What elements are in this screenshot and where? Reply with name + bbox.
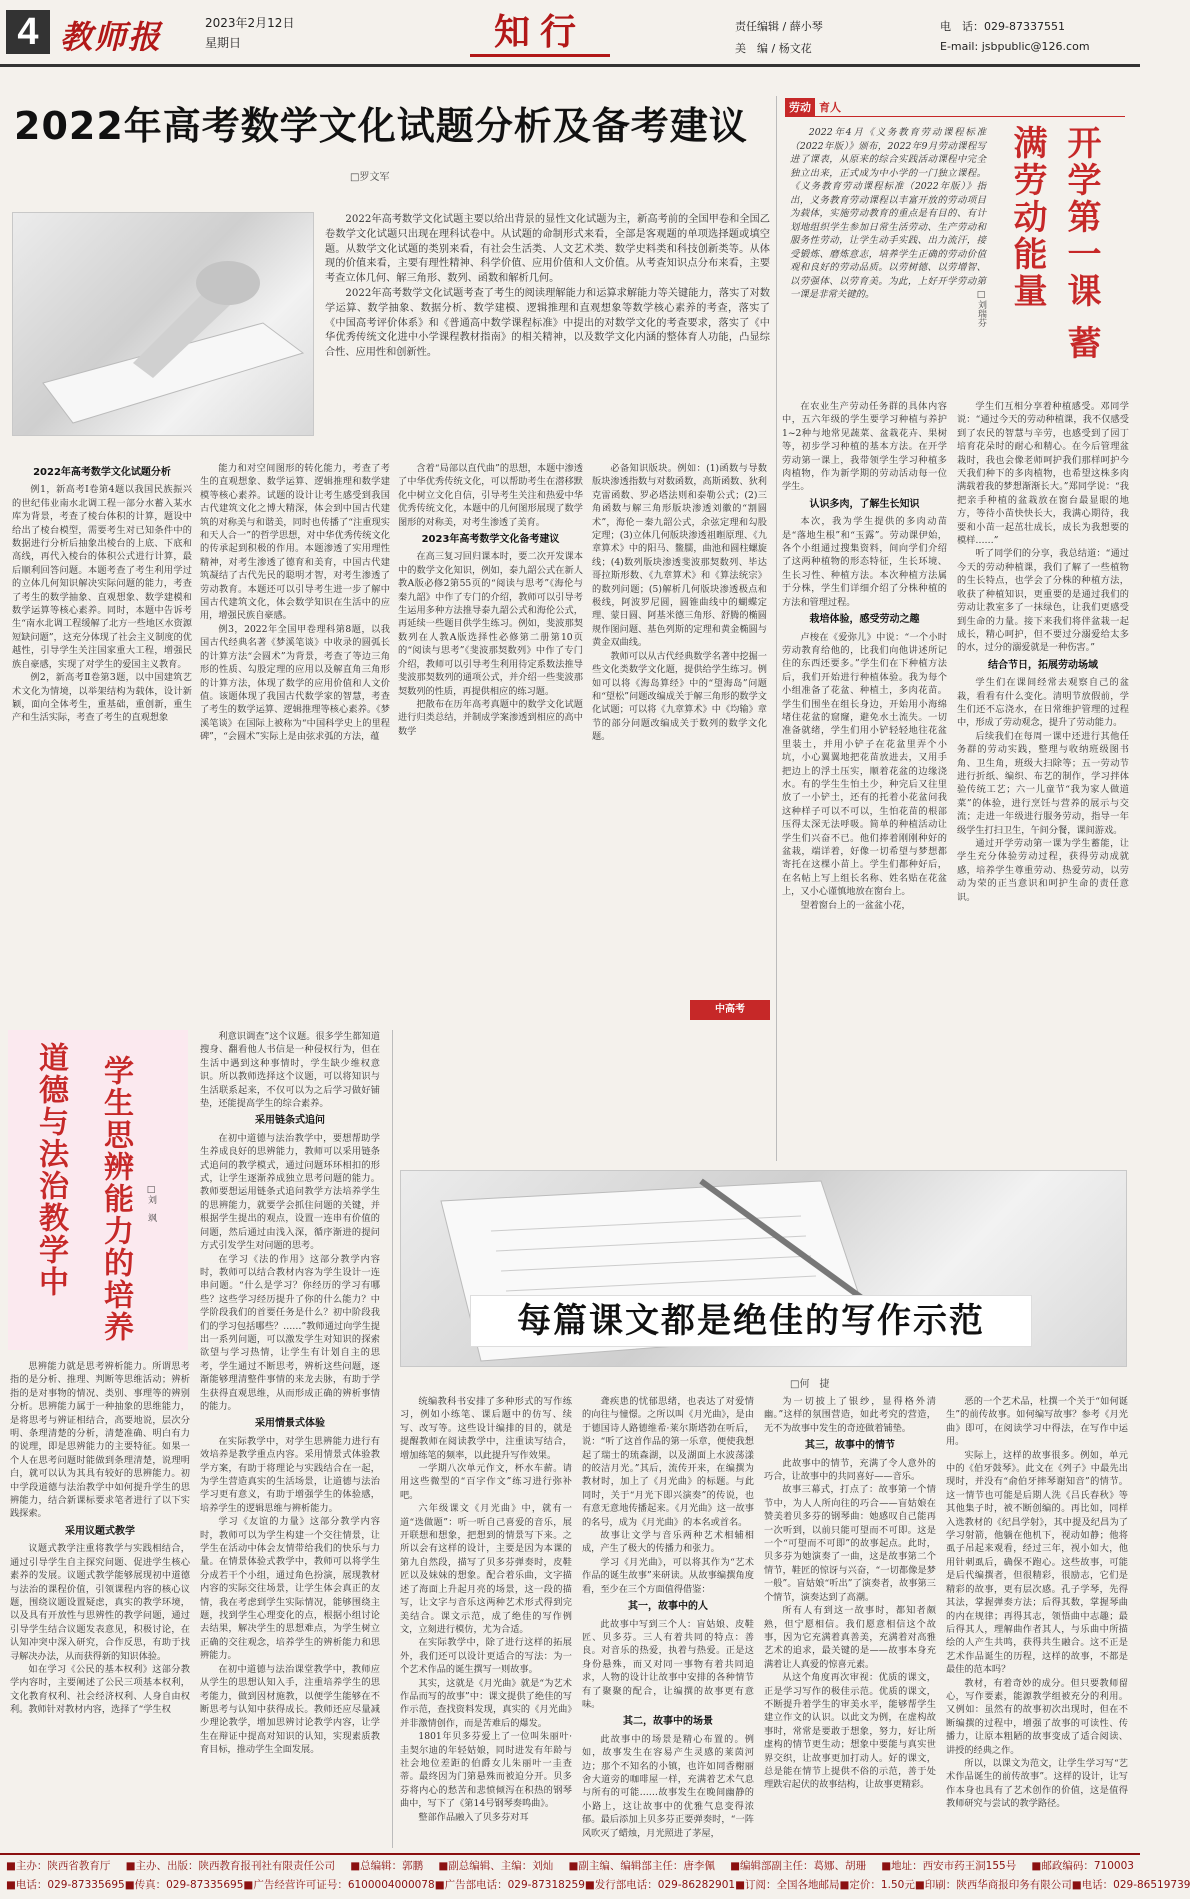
article2-tag-rest: 育人 <box>819 101 841 114</box>
article4-col4 <box>946 1395 1128 1847</box>
article2-byline: □刘瑞芬 <box>976 290 986 327</box>
email-label: E-mail: jsbpublic@126.com <box>940 40 1090 53</box>
article4-col1-text4: 在实际教学中，除了进行这样的拓展外，我们还可以设计更适合的写法：为一个艺术作品的诞生撰写一则故事。 <box>400 1637 572 1676</box>
article3-col2-heading2: 采用情景式体验 <box>255 1418 325 1430</box>
footer-item: ■地址：西安市药王洞155号 <box>881 1860 1017 1872</box>
article3-col2-text: 利意识调查”这个议题。很多学生都知道搜身、翻看他人书信是一种侵权行为，但在生活中遇到这种事情时，学生缺少维权意识。所以教师选择这个议题，可以将知识与生活联系起来，不仅可以为之后学习做好铺垫，还能提高学生的综合素养。 <box>200 1031 380 1110</box>
footer-item: ■副总编辑、主编：刘灿 <box>438 1860 554 1872</box>
footer-item: ■电话：029-87335695 <box>6 1879 125 1891</box>
page-number: 4 <box>17 11 39 53</box>
article1-col2-text: 能力和对空间图形的转化能力，考查了考生的直观想象、数学运算、逻辑推理和数学建模等核心素养。试题的设计让考生感受到我国古代建筑文化之博大精深，体会到中国古代建筑的对称美与和谐美，同时也传播了“注重现实和天人合一”的哲学思想，对中华优秀传统文化的传承起到积极的作用。本题渗透了实用理性精神，对考生渗透了德育和美育，中国古代建筑凝结了古代先民的聪明才智，对考生渗透了劳动教育。本题还可以引导考生进一步了解中国古代建筑文化，体会数学知识在生活中的应用，增强民族自豪感。 <box>200 463 390 622</box>
footer-item: ■副主编、编辑部主任：唐李佩 <box>568 1860 715 1872</box>
section-name: 知行 <box>493 11 586 53</box>
article2-colA-heading: 认识多肉，了解生长知识 <box>809 498 920 510</box>
masthead-rule <box>0 64 1140 67</box>
article3-divider <box>392 1030 393 1848</box>
article4-col3 <box>764 1395 936 1847</box>
article1-col3-heading: 2023年高考数学文化备考建议 <box>421 534 560 546</box>
article2-colB-text2: 听了同学们的分享，我总结道：“通过今天的劳动种植课，我们了解了一些植物的生长特点，也学会了分株的种植方法，收获了种植知识，更重要的是通过我们的劳动让教室多了一抹绿色，让我们更感受到生命的力量。接下来我们将伴盆栽一起成长，精心呵护，但不要过分溺爱给太多的水，过分的溺爱就是一种伤害。” <box>957 548 1129 654</box>
article2-colA-text2: 本次，我为学生提供的多肉动苗是“落地生根”和“玉露”。劳动课伊始，各个小组通过搜集资料，间向学们介绍了这两种植物的形态特征，生长环境、生长习性、种植方法。本次种植方法属于分株，学生们详细介绍了分株种植的方法和管理过程。 <box>782 516 947 608</box>
article2-colB-text3: 学生们在课间经常去观察自己的盆栽，看看有什么变化。清明节放假前，学生们还不忘浇水，在日常维护管理的过程中，形成了劳动观念，提升了劳动能力。 <box>957 677 1129 729</box>
article1-stamp-label: 中高考 <box>715 1004 745 1015</box>
article1-col1 <box>12 462 192 1022</box>
article4-col1-text5: 其实，这就是《月光曲》就是“为艺术作品而写的故事”中：课文提供了绝佳的写作示范，查找资料发现，真实的《月光曲》并非激情创作，而是苦难后的爆发。 <box>400 1677 572 1729</box>
footer-item: ■传真：029-87335695 <box>124 1879 244 1891</box>
article4-col2-heading2: 其二，故事中的场景 <box>623 1716 713 1728</box>
article3-col1-text3: 如在学习《公民的基本权利》这部分教学内容时，主要阐述了公民三项基本权利，文化教育权利、社会经济权利、人身自由权利。教师针对教材内容，选择了“学生权 <box>10 1663 190 1716</box>
article4-col3-heading: 其三，故事中的情节 <box>805 1440 895 1452</box>
article1-col2 <box>200 462 390 1022</box>
article4-col1-text2: 一学期八次单元作文，杯水车薪。请用这些微型的“百字作文”练习进行弥补吧。 <box>400 1463 572 1501</box>
article1-byline: □罗文军 <box>350 172 390 183</box>
section-banner <box>470 10 610 57</box>
footer-item: ■广告部电话：029-87318259 <box>434 1879 585 1891</box>
paper-name: 教师报 <box>60 18 163 56</box>
footer-item: ■主办：陕西省教育厅 <box>6 1860 111 1872</box>
article4-byline: □何 捷 <box>790 1379 830 1390</box>
article2-colA-text4: 望着窗台上的一盆盆小花， <box>800 899 911 911</box>
article4-col2 <box>582 1395 754 1847</box>
article3-col2-text4: 在实际教学中，对学生思辨能力进行有效培养是教学重点内容。采用情景式体验教学方案，有助于将理论与实践结合在一起，为学生营造真实的生活场景，让道德与法治学习更有意义，有助于增强学生的体验感，培养学生的逻辑思维与辨析能力。 <box>200 1435 380 1514</box>
article1-col4-text: 必备知识版块。例如：(1)函数与导数版块渗透指数与对数函数，高斯函数、狄利克雷函数、罗必塔法则和泰勒公式；(2)三角函数与解三角形版块渗透刘徽的“割圆术”，海伦－秦九韶公式，余弦定理和勾股定理；(3)立体几何版块渗透祖暅原理、《九章算术》中的阳马、鳖臑，曲池和圆柱螺旋线；(4)数列版块渗透斐波那契数列、毕达哥拉斯形数、《九章算术》和《算法统宗》的数列问题；(5)解析几何版块渗透极点和极线，阿波罗尼圆，圆锥曲线中的蝴蝶定理、蒙日圆、阿基米德三角形、舒腾的椭圆规作图问题、基色列斯的定理和黄金椭圆与黄金双曲线。 <box>592 463 767 649</box>
article2-title <box>1000 125 1130 385</box>
article1-col3 <box>398 462 583 1022</box>
article1-col1-text: 例1，新高考Ⅰ卷第4题以我国民族振兴的世纪伟业南水北调工程一部分水蓄入某水库为背景，考查了棱台体积的计算，题设中给出了棱台模型，需要考生对已知条件中的数据进行分析后抽象出棱台的上底、下底和高线，再代入棱台的体积公式进行计算，最后顺利回答问题。本题考查了考生利用学过的立体几何知识解决实际问题的能力，考查了考生的数学抽象、直观想象、数学建模和数学运算等核心素养。同时，本题中告诉考生“南水北调工程缓解了北方一些地区水资源短缺问题”，这充分体现了社会主义制度的优越性，引导学生关注国家重大工程，增强民族自豪感，实现了对学生的爱国主义教育。 <box>12 484 192 670</box>
article2-colB-heading: 结合节日，拓展劳动场域 <box>988 659 1098 671</box>
article4-col2-heading: 其一，故事中的人 <box>628 1601 708 1613</box>
article3-col2 <box>200 1030 380 1848</box>
article4-col3-text2: 此故事中的情节，充满了令人意外的巧合，让故事中的共同喜好——音乐。 <box>764 1457 936 1483</box>
issue-weekday: 星期日 <box>205 36 242 50</box>
article4-col4-text3: 教材，有着奇妙的成分。但只要教师留心，写作要素，能源教学组被充分的利用。又例如：虽然有的故事初次出现时，但在不断编撰的过程中，增强了故事的可读性、传播力，让原本粗陋的故事变成了适合阅读、讲授的经典之作。 <box>946 1677 1128 1756</box>
footer-item: ■发行部电话：029-86282901 <box>584 1879 736 1891</box>
article1-intro-p2: 2022年高考数学文化试题考查了考生的阅读理解能力和运算求解能力等关键能力，落实了对数学运算、数学抽象、数据分析、数学建模、逻辑推理和直观想象等数学核心素养的考查，落实了《中国高考评价体系》和《普通高中数学课程标准》中提出的对数学文化的考查要求，落实了《中华优秀传统文化进中小学课程教材指南》的相关精神，以及数学文化内涵的整体育人功能，凸显综合性、应用性和创新性。 <box>325 287 770 359</box>
article4-col3-text: 为一切披上了银纱，显得格外清幽。”这样的氛围营造，如此考究的营造，无不为故事中发生的奇迹做着铺垫。 <box>764 1396 936 1434</box>
footer-item: ■主办、出版：陕西教育报刊社有限责任公司 <box>125 1860 336 1872</box>
article3-byline: □刘 飒 <box>146 1185 156 1222</box>
article4-col3-text5: 从这个角度再次审视：优质的课文，正是学习写作的极佳示范。优质的课文，不断提升着学生的审美水平，能够帮学生建立作文的认识。以此文为例，在虚构故事时，常常是要敢于想象，努力，好让所虚构的情节更生动；想象中要能与真实世界交织，让故事更加打动人。好的课文，总是能在情节上提供不俗的示范，善于处理跌宕起伏的故事结构，让故事更精彩。 <box>764 1672 936 1791</box>
article3-col2-heading: 采用链条式追问 <box>255 1115 325 1127</box>
footer-row-2 <box>0 1877 1190 1892</box>
article1-col1-heading: 2022年高考数学文化试题分析 <box>33 467 171 478</box>
article2-colA <box>782 400 947 1160</box>
editor-label: 责任编辑 / 薛小琴 <box>735 20 823 33</box>
article2-colB-text5: 通过开学劳动第一课为学生蓄能，让学生充分体验劳动过程，获得劳动成就感，培养学生尊重劳动、热爱劳动，以劳动为荣的正当意识和呵护生命的责任意识。 <box>957 838 1129 903</box>
article2-tag <box>785 98 845 116</box>
article3-col1-text: 思辨能力就是思考辨析能力。所谓思考指的是分析、推理、判断等思维活动；辨析指的是对事物的情况、类别、事理等的辨别分析。思辨能力属于一种抽象的思维能力，是将思考与辨证相结合，高要地说，层次分明、条理清楚的分析，清楚准确、明白有力的说理，即是思辨能力的主要特征。如果一个人在思考问题时能做到条理清楚，说理明白，就可以认为其具有较好的思辨能力。初中学段道德与法治教学中如何提升学生的思辨能力，结合新课标要求笔者进行了以下实践探索。 <box>10 1361 190 1520</box>
article4-col1-text3: 六年级课文《月光曲》中，就有一道“选做题”：听一听自己喜爱的音乐，展开联想和想象，把想到的情景写下来。之所以会有这样的设计，主要是因为本课的第九自然段，描写了贝多芬弹奏时，皮鞋匠以及妹妹的想象。配合着乐曲，文字描述了海面上升起月亮的场景，这一段的描写，让文字与音乐这两种艺术形式得到完美结合。课文示范，成了绝佳的写作例文，立刻进行模仿，尤为合适。 <box>400 1503 572 1635</box>
article4-col2-text4: 此故事中写到三个人：盲姑娘、皮鞋匠、贝多芬。三人有着共同的特点：善良。对音乐的热爱，执着与热爱。正是这身份悬殊，而又对同一事物有着共同追求，人物的设计让故事中安排的各种情节有了聚聚的配合，让编撰的故事更有意味。 <box>582 1618 754 1710</box>
article1-col2-text2: 例3，2022年全国甲卷理科第8题，以我国古代经典名著《梦溪笔谈》中收录的圆弧长的计算方法“会圆术”为背景，考查了等边三角形的性质、勾股定理的应用以及解直角三角形的计算方法，体现了数学的应用价值和人文价值。该题体现了我国古代数学家的智慧，考查了考生的数学运算、逻辑推理等核心素养。《梦溪笔谈》在国际上被称为“中国科学史上的里程碑”，“会圆术”实际上是由弦求弧的方法，蕴 <box>200 623 390 743</box>
article4-col2-text3: 学习《月光曲》，可以将其作为“艺术作品的诞生故事”来研读。从故事编撰角度看，至少在三个方面值得借鉴： <box>582 1556 754 1595</box>
article2-colA-text3: 卢梭在《爱弥儿》中说：“一个小时劳动教育给他的，比我们向他讲述所记住的东西还要多。”学生们在下种植方法后，我们开始进行种植体验。我为每个小组准备了花盆、种植土，多肉花苗。学生们围坐在组长身边，开始用小海绵堵住花盆的窟窿，避免水土流失。一切准备就绪，学生们用小铲轻轻地往花盆里装土，并用小铲子在花盆里弄个小坑，小心翼翼地把花苗放进去，又用手把边上的浮土压实，顺着花盆的边缘浇水。有的学生生怕土少，种完后又往里放了一小铲土，还有的托着小花盆问我这种样子可以不可以，生怕花苗的根部压得太深无法呼吸。简单的种植活动让学生们兴奋不已。他们捧着刚刚种好的盆栽，端详着，好像一切希望与梦想都寄托在这棵小苗上。学生们都种好后，在名帖上写上组长名称、姓名贴在花盆上，又小心谨慎地放在窗台上。 <box>782 631 947 898</box>
masthead <box>0 0 1140 72</box>
article4-col4-text: 恶的一个艺术品，杜撰一个关于“如何诞生”的前传故事。如何编写故事？参考《月光曲》即可，在阅读学习中得法，在写作中运用。 <box>946 1396 1128 1448</box>
phone-label: 电 话：029-87337551 <box>940 20 1065 33</box>
article2-colB-text4: 后续我们在每周一课中还进行其他任务群的劳动实践，整理与收纳班级图书角、卫生角，班级大扫除等；五一劳动节进行折纸、编织、布艺的制作，学习拌体验传统工艺；六一儿童节“我为家人做道菜”的体验，进行烹饪与营养的展示与交流；走进一年级进行服务劳动，指导一年级学生打扫卫生，午间分餐，课间游戏。 <box>957 730 1129 836</box>
article4-col2-text5: 此故事中的场景是精心布置的。例如，故事发生在容易产生灵感的莱茵河边；那个不知名的小镇，也许如同香榭丽舍大道旁的咖啡屋一样，充满着艺术气息与所有的可能……故事发生在晚间幽静的小路上，这让故事中的优雅气息变得浓郁。最后添加上贝多芬正要弹奏时，“一阵风吹灭了蜡烛，月光照进了茅屋， <box>582 1733 754 1839</box>
article1-photo <box>12 212 314 436</box>
article3-col1-text2: 议题式教学注重将教学与实践相结合，通过引导学生自主探究问题、促进学生核心素养的发展。议题式教学能够展现初中道德与法治的课程价值，引领课程内容的核心议题，围绕议题设置疑虑，真实的教学环境，以及具有开放性与思辨性的教学问题，通过引导学生结合议题发表意见，积极讨论，在认知冲突中深入研究，合作反思，有助于找寻解决办法，从而获得新的知识体验。 <box>10 1543 190 1662</box>
article1-col3-text2: 在高三复习回归课本时，要二次开发课本中的数学文化知识，例如，泰九韶公式在新人教A版必修2第55页的“阅读与思考”《海伦与秦九韶》中作了专门的介绍，教师可以引导考生运用多种方法推导泰九韶公式和海伦公式，再延续一些题目供学生练习。例如，斐波那契数列在人教A版选择性必修第二册第10页的“阅读与思考”《斐波那契数列》中作了专门介绍，教师可以引导考生利用待定系数法推导斐波那契数列的通项公式，并介绍一些斐波那契数列的性质，再提供相应的练习题。 <box>398 551 583 697</box>
issue-date: 2023年2月12日 <box>205 16 295 30</box>
article2-tag-line <box>785 116 1125 117</box>
article4-col4-text2: 实际上，这样的故事很多。例如，单元中的《伯牙鼓琴》。此文在《列子》中最先出现时，并没有“俞伯牙摔琴谢知音”的情节。这一情节也可能是后期人洗《吕氏春秋》等其他集子时，被不断创编的。再比如，同样入选教材的《纪昌学射》，其中提及纪昌为了学习射箭，他躺在他机下，视动如静；他将虱子吊起来观看，经过三年，视小如大，他用针刺虱后，确保不跑心。这些故事，可能是后代编撰者，但很精彩，很励志，它们是精彩的故事，更有层次感。孔子学琴，先得其法，掌握弹奏方法；后得其数，掌握琴曲的内在规律；再得其志，领悟曲中志趣；最后得其人，理解曲作者其人，与乐曲中所描绘的人产生共鸣，获得共生融合。这不正是艺术作品诞生的历程，这样的故事，不都是最佳的范本吗？ <box>946 1449 1128 1676</box>
article2-colB <box>957 400 1129 1160</box>
article2-divider <box>776 96 777 1161</box>
footer-item: ■订阅：全国各地邮局 <box>735 1879 840 1891</box>
footer-row-1 <box>0 1858 1140 1873</box>
hand-writing-photo-illustration <box>13 213 313 435</box>
article1-col3-text3: 把散布在历年高考真题中的数学文化试题进行归类总结，并制成学案渗透到相应的高中数学 <box>398 698 583 737</box>
article1-intro <box>325 213 770 453</box>
article4-title-banner <box>470 1295 1032 1347</box>
article3-col1-heading: 采用议题式教学 <box>65 1525 135 1537</box>
article2-sidebar-text: 2022年4月《义务教育劳动课程标准（2022年版）》颁布，2022年9月劳动课程写进了课表，从原来的综合实践活动课程中完全独立出来，正式成为中小学的一门独立课程。《义务教育劳动课程标准（2022年版）》指出，义务教育劳动课程以丰富开放的劳动项目为载体，实施劳动教育的重点是有目的、有计划地组织学生参加日常生活劳动、生产劳动和服务性劳动，让学生动手实践、出力流汗，接受锻炼、磨炼意志，培养学生正确的劳动价值观和良好的劳动品质。以劳树德、以劳增智、以劳强体、以劳育美。为此，上好开学劳动第一课是非常关键的。 <box>790 127 986 300</box>
article4-col4-text4: 所以，以课文为范文，让学生学习写“艺术作品诞生的前传故事”。这样的设计，让写作本身也具有了艺术创作的价值，这是值得教师研究与尝试的教学路径。 <box>946 1757 1128 1810</box>
article3-col2-text3: 在学习《法的作用》这部分教学内容时，教师可以结合教材内容为学生设计一连串问题。“什么是学习？你经历的学习有哪些？这些学习经历提升了你的什么能力？中学阶段我们的首要任务是什么？初中阶段我们的学习包括哪些？……”教师通过向学生提出一系列问题，可以激发学生对知识的探索欲望与学习热情，让学生有计划自主的思考，学生通过不断思考，辨析这些问题，逐渐能够理清整件事情的来龙去脉，有助于学生获得直观思维，从而形成正确的辨析事情的能力。 <box>200 1253 380 1412</box>
footer-item: ■编辑部副主任：葛娜、胡珊 <box>730 1860 867 1872</box>
article2-sidebar <box>790 126 986 396</box>
article2-colA-text: 在农业生产劳动任务群的具体内容中，五六年级的学生要学习种植与养护1~2种与地常见蔬菜、盆栽花卉、果树等，初步学习种植的基本方法。在开学劳动第一课上，我带领学生学习种植多肉植物，作为新学期的劳动活动每一位学生。 <box>782 401 947 493</box>
article3-title-block <box>8 1030 188 1350</box>
article4-col3-text3: 故事三幕式，打点了：故事第一个情节中，为人人所向往的巧合——盲姑娘在赞美着贝多芬的钢琴曲：她感叹自己能再一次听到，以前只能可望而不可即。这是一个“可望而不可即”的故事起点。此时，贝多芬为她演奏了一曲，这是故事第二个情节，鞋匠的惊讶与兴奋，“一切都像是梦一般”。盲姑娘“听出”了演奏者，故事第三个情节，演奏达到了高潮。 <box>764 1484 936 1603</box>
article1-col4 <box>592 462 767 1002</box>
article4-col2-text2: 故事让文学与音乐两种艺术相辅相成，产生了极大的传播力和张力。 <box>582 1530 754 1555</box>
footer-rule-top <box>0 1853 1140 1855</box>
article4-col2-text: 聋疾患的忧郁思绪，也表达了对爱情的向往与憧憬。之所以叫《月光曲》，是由于德国诗人路德维希·莱尔斯塔勃在听后，说：“听了这首作品的第一乐章，便使我想起了瑞士的琉森湖，以及湖面上水波荡漾的皎洁月光。”其后，流传开来，在编撰为教材时，加上了《月光曲》的标题。与此同时，关于“月光下即兴演奏”的传说，也有意无意地传播起来。《月光曲》这一故事的名号，成为《月光曲》的本名或首名。 <box>582 1396 754 1528</box>
article1-intro-p1: 2022年高考数学文化试题主要以给出背景的显性文化试题为主，新高考前的全国甲卷和全国乙卷数学文化试题只出现在理科试卷中。从试题的命制形式来看，全部是客观题的单项选择题或填空题。从数学文化试题的类别来看，有社会生活类、人文艺术类、数学史料类和科技创新类等。从体现的价值来看，主要有理性精神、科学价值、应用价值和人文价值。从考查知识点分布来看，主要考查立体几何、解三角形、数列、函数和解析几何。 <box>325 214 770 285</box>
footer-item: ■印刷：陕西华商报印务有限公司 <box>914 1879 1072 1891</box>
page-number-box <box>6 10 50 54</box>
article1-col4-text2: 教师可以从古代经典数学名著中挖掘一些文化类数学文化题，提供给学生练习。例如可以将《海岛算经》中的“望海岛”问题和“望松”问题改编成关于解三角形的数学文化试题；可以将《九章算术》中《均输》章节的部分问题改编成关于数列的数学文化题。 <box>592 650 767 743</box>
article2-colA-heading2: 栽培体验，感受劳动之趣 <box>809 614 920 626</box>
article2-tag-bold: 劳动 <box>785 98 815 116</box>
footer-item: ■广告经营许可证号：6100004000078 <box>243 1879 435 1891</box>
article1-title: 2022年高考数学文化试题分析及备考建议 <box>14 104 748 148</box>
article4-title: 每篇课文都是绝佳的写作示范 <box>517 1301 985 1341</box>
footer-item: ■电话：029-86519739 <box>1071 1879 1190 1891</box>
article3-title-col2: 学生思辨能力的培养 <box>98 1055 133 1343</box>
article3-col1 <box>10 1360 190 1848</box>
article2-colB-text: 学生们互相分享着种植感受。邓同学说：“通过今天的劳动种植课，我不仅感受到了农民的智慧与辛劳，也感受到了园丁培育花朵时的耐心和精心。在今后管理盆栽时，我也会像老师呵护我们那样呵护今天我们种下的多肉植物，也希望这株多肉满载着我的梦想渐渐长大。”郑同学说：“我把亲手种植的盆栽放在窗台最显眼的地方，等待小苗快快长大，我满心期待，我要和小苗一起茁壮成长，成长为我想要的模样……” <box>957 401 1129 547</box>
article2-title-text: 开学第一课 蓄满劳动能量 <box>1007 125 1101 362</box>
footer-item: ■邮政编码：710003 <box>1031 1860 1134 1872</box>
article4-col1-text: 统编教科书安排了多种形式的写作练习，例如小练笔、课后题中的仿写、续写、改写等。这些设计编排的目的，就是提醒教师在阅读教学中，注重读写结合，增加练笔的频率，以此提升写作效果。 <box>400 1396 572 1461</box>
article4-col1-text6: 1801年贝多芬爱上了一位叫朱丽叶·圭契尔迪的年轻姑娘，同时进发有年龄与社会地位差距的伯爵女儿朱丽叶一圭查蒂。最终因为门第悬殊而被迫分开。贝多芬将内心的愁苦和悲愤倾泻在积热的钢琴曲中，写下了《第14号钢琴奏鸣曲》。 <box>400 1731 572 1810</box>
article3-col2-text2: 在初中道德与法治教学中，要想帮助学生养成良好的思辨能力，教师可以采用链条式追问的教学模式，通过问题环环相扣的形式，让学生逐渐养成独立思考问题的能力。教师要想运用链条式追问教学方法培养学生的思辨能力，就要学会抓住问题的关键，并根据学生提出的观点，设置一连串有价值的问题，然后通过由浅入深，循序渐进的提问方式引发学生对问题的思考。 <box>200 1132 380 1252</box>
article1-stamp <box>690 1000 770 1020</box>
article3-title-col1: 道德与法治教学中 <box>33 1042 68 1298</box>
article1-col3-text: 含着“局部以直代曲”的思想，本题中渗透了中华优秀传统文化，可以帮助考生在潜移默化中树立文化自信，引导考生关注和热爱中华优秀传统文化，本题中的几何图形展现了数学图形的对称美，对考生渗透了美育。 <box>398 463 583 528</box>
art-editor-label: 美 编 / 杨文花 <box>735 42 812 55</box>
footer-item: ■总编辑：郭鹏 <box>350 1860 424 1872</box>
footer-item: ■定价：1.50元 <box>839 1879 915 1891</box>
article1-col1-text2: 例2，新高考Ⅱ卷第3题，以中国建筑艺术文化为情境，以举架结构为载体，设计新颖，面向全体考生，重基础，重创新，重生产和生活实际，考查了考生的直观想象 <box>12 672 192 724</box>
article4-col1-text7: 整部作品融入了贝多芬对耳 <box>418 1811 529 1823</box>
article3-col2-text6: 在初中道德与法治课堂教学中，教师应从学生的思想认知入手，注重培养学生的思考能力，做到因材施教，以便学生能够在不断思考与认知中获得成长。教师还应尽量减少理论教学，增加思辨讨论教学内容，让学生在辩证中提高对知识的认知，实现素质教育目标，推动学生全面发展。 <box>200 1663 380 1756</box>
article4-col3-text4: 所有人有到这一故事时，都知者颇熟，但宁愿相信。我们愿意相信这个故事，因为它充满着真善美，充满着对高雅艺术的追求，最关键的是——故事本身充满着让人真爱的惊喜元素。 <box>764 1605 936 1670</box>
article3-col2-text5: 学习《友谊的力量》这部分教学内容时，教师可以为学生构建一个交往情景，让学生在活动中体会友情带给我们的快乐与力量。在情景体验式教学中，教师可以将学生分成若干个小组，通过角色扮演，展现教材内容的实际交往场景，让学生体会真正的友情，我在考虑到学生实际情况，能够围绕主题，找到学生心理变化的点，根据小组讨论去结果，解决学生的思想难点，为学生树立正确的交往观念，培养学生的辨析能力和思辨能力。 <box>200 1516 380 1662</box>
article4-col1 <box>400 1395 572 1847</box>
